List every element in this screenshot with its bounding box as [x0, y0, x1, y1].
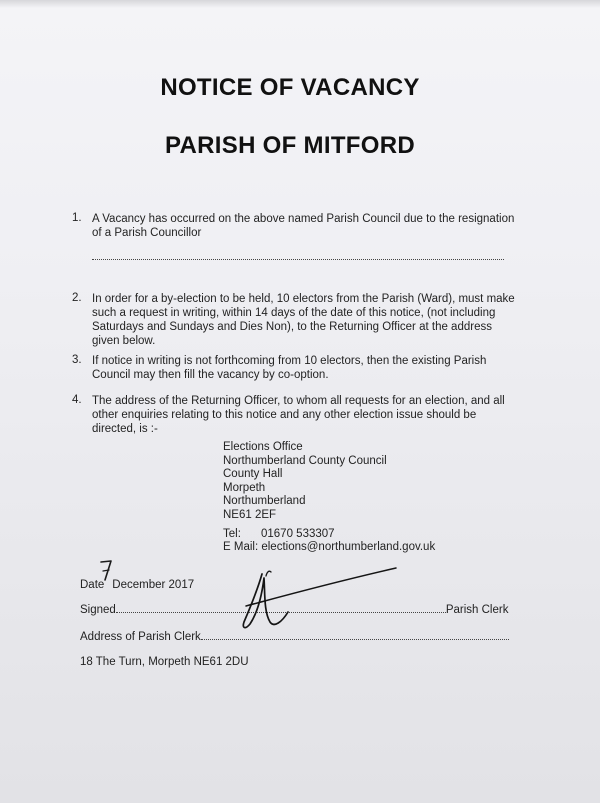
address-line: Elections Office [223, 441, 303, 453]
returning-officer-address [223, 441, 387, 522]
clerk-address: 18 The Turn, Morpeth NE61 2DU [80, 656, 249, 668]
date-row [80, 579, 194, 591]
address-line: Northumberland [223, 495, 306, 507]
item-text: The address of the Returning Officer, to whom all requests for an election, and all other enquiries relating to this notice and any other election issue should be directed, is :- [92, 395, 505, 435]
tel-label: Tel: [223, 528, 241, 540]
email-line [223, 541, 435, 553]
email-label: E Mail: [223, 541, 259, 553]
address-line: County Hall [223, 468, 283, 480]
address-line: Northumberland County Council [223, 454, 387, 467]
item-number: 3. [72, 354, 82, 366]
paper-fold-shadow [0, 0, 600, 8]
telephone-line [223, 528, 335, 540]
date-month-year: December 2017 [112, 579, 195, 591]
dotted-line [92, 257, 504, 260]
signed-label: Signed [80, 604, 116, 616]
handwritten-signature [236, 560, 406, 638]
item-number: 2. [72, 292, 82, 304]
address-line: NE61 2EF [223, 508, 277, 521]
address-line: Morpeth [223, 481, 266, 494]
parish-title: PARISH OF MITFORD [165, 132, 415, 159]
item-number: 4. [72, 394, 82, 406]
item-number: 1. [72, 212, 82, 224]
item-text: If notice in writing is not forthcoming from 10 electors, then the existing Parish Council may then fill the vacancy by co-option. [92, 355, 487, 381]
tel-number: 01670 533307 [261, 528, 335, 540]
item-text: A Vacancy has occurred on the above named Parish Council due to the resignation of a Parish Councillor [92, 213, 515, 239]
clerk-address-label: Address of Parish Clerk [80, 631, 201, 643]
item-text: In order for a by-election to be held, 10 electors from the Parish (Ward), must make such a request in writing, within 14 days of the date of this notice, (not including Saturdays and Sundays and Dies Non), to the Returning Officer at the address given below. [92, 293, 515, 347]
email-address: elections@northumberland.gov.uk [261, 541, 436, 553]
notice-title: NOTICE OF VACANCY [160, 74, 420, 101]
date-label: Date [80, 579, 105, 591]
signed-role: Parish Clerk [445, 604, 509, 616]
